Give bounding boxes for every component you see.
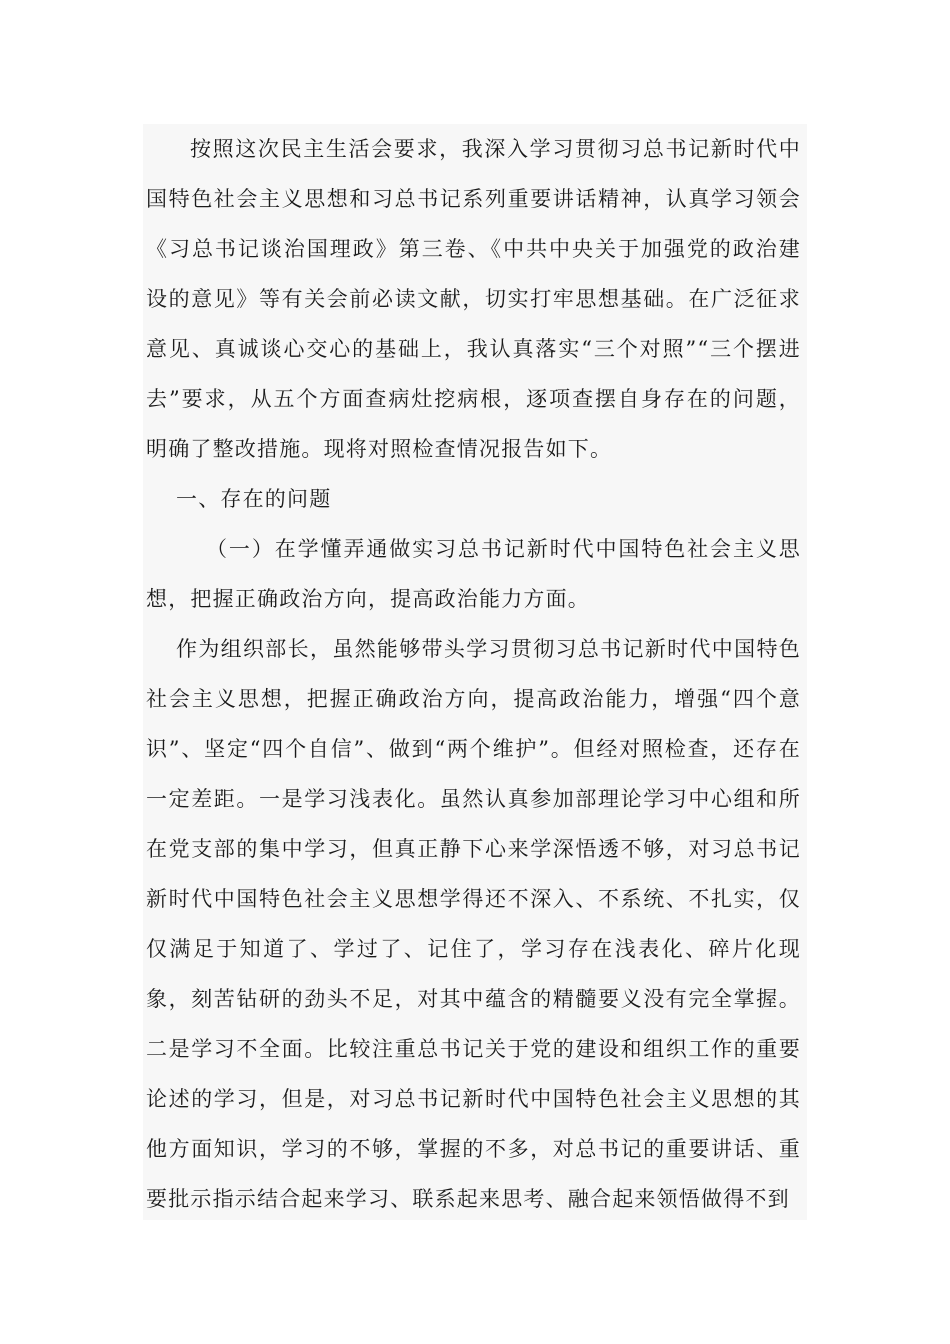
body-paragraph: 作为组织部长，虽然能够带头学习贯彻习总书记新时代中国特色社会主义思想，把握正确政治方向，提高政治能力，增强“四个意识”、坚定“四个自信”、做到“两个维护”。但经对照检查，还存在一定差距。一是学习浅表化。虽然认真参加部理论学习中心组和所在党支部的集中学习，但真正静下心来学深悟透不够，对习总书记新时代中国特色社会主义思想学得还不深入、不系统、不扎实，仅仅满足于知道了、学过了、记住了，学习存在浅表化、碎片化现象，刻苦钻研的劲头不足，对其中蕴含的精髓要义没有完全掌握。二是学习不全面。比较注重总书记关于党的建设和组织工作的重要论述的学习，但是，对习总书记新时代中国特色社会主义思想的其他方面知识，学习的不够，掌握的不多，对总书记的重要讲话、重要批示指示结合起来学习、联系起来思考、融合起来领悟做得不到: [146, 637, 801, 1211]
intro-paragraph: 按照这次民主生活会要求，我深入学习贯彻习总书记新时代中国特色社会主义思想和习总书记系列重要讲话精神，认真学习领会《习总书记谈治国理政》第三卷、《中共中央关于加强党的政治建设的意见》等有关会前必读文献，切实打牢思想基础。在广泛征求意见、真诚谈心交心的基础上，我认真落实“三个对照”“三个摆进去”要求，从五个方面查病灶挖病根，逐项查摆自身存在的问题，明确了整改措施。现将对照检查情况报告如下。: [146, 137, 801, 461]
subsection-heading: （一）在学懂弄通做实习总书记新时代中国特色社会主义思想，把握正确政治方向，提高政治能力方面。: [146, 537, 801, 611]
document-body: [143, 124, 807, 1220]
section-heading: 一、存在的问题: [176, 487, 332, 511]
